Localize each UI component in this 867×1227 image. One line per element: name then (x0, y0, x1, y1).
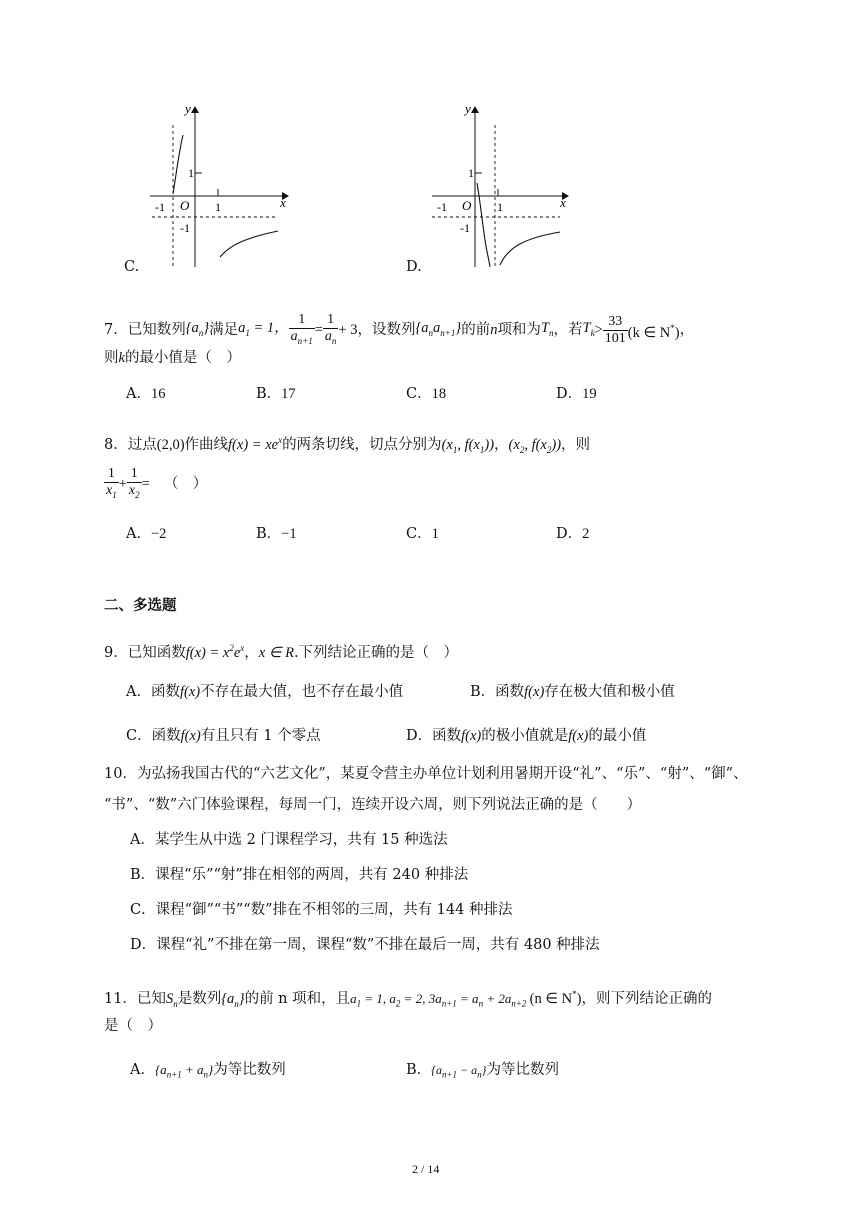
question-10-line2: “书”、“数”六门体验课程，每周一门，连续开设六周，则下列说法正确的是（ ） (104, 797, 642, 813)
question-8-line1 (104, 430, 590, 460)
q9-option-d[interactable]: D．函数f(x)的极小值就是f(x)的最小值 (406, 728, 647, 744)
q7-question: 的最小值是（ ） (124, 350, 241, 366)
x-one-label: 1 (215, 200, 221, 214)
q10-option-a[interactable]: A．某学生从中选 2 门课程学习，共有 15 种选法 (130, 832, 448, 848)
q8-sep: ， (494, 436, 509, 453)
q7-text4: 项和为 (497, 322, 541, 339)
q11-Sn: $S_n$ (165, 990, 178, 1009)
q9-comma: ， (244, 644, 259, 661)
graph-c (140, 95, 300, 279)
q7-satisfy: 满足 (209, 322, 239, 339)
q7-option-a[interactable]: A．16 (126, 386, 166, 402)
q11-prefix: 11．已知 (104, 990, 166, 1007)
q8-option-a[interactable]: A．−2 (126, 526, 167, 542)
q7-option-c[interactable]: C．18 (406, 386, 447, 402)
q8-text-c: 的两条切线，切点分别为 (282, 436, 442, 453)
question-9 (104, 638, 458, 663)
q7-then: 则 (104, 350, 119, 366)
q7-k: k (118, 350, 125, 366)
q8-paren: （ ） (163, 476, 208, 493)
question-10-line1: 10．为弘扬我国古代的“六艺文化”，某夏令营主办单位计划利用暑期开设“礼”、“乐”、“射”、“御”、 (104, 766, 748, 782)
q9-func: $f(x) = x^2e^x$ (185, 643, 245, 661)
y-neg-one-label: -1 (180, 221, 190, 235)
origin-label: O (180, 198, 190, 213)
q10-option-d[interactable]: D．课程“礼”不排在第一周，课程“数”不排在最后一周，共有 480 种排法 (130, 937, 600, 953)
q11-cond-tail: (n ∈ N*) (529, 989, 582, 1007)
q7-recur-lhs: $\frac{1}{a_{n+1}}$ (290, 312, 313, 346)
q7-prefix: 7．已知数列 (104, 322, 186, 339)
q8-point: (2,0) (156, 436, 185, 453)
option-c-label: C. (124, 259, 140, 275)
q7-plus3: + 3 (338, 322, 358, 339)
q11-option-a[interactable]: A．$\{a_{n+1} + a_n\}$为等比数列 (130, 1062, 286, 1080)
x-neg-one-label: -1 (155, 200, 165, 214)
q11-text-d: ，则下列结论正确的 (581, 990, 712, 1007)
x-neg-one-label: -1 (437, 200, 447, 214)
q7-text2: ，设数列 (357, 322, 416, 339)
y-neg-one-label: -1 (460, 221, 470, 235)
y-one-label: 1 (468, 166, 474, 180)
q7-option-d[interactable]: D．19 (556, 386, 597, 402)
q8-p2: ($x_2$, $f(x_2)$) (508, 436, 562, 455)
curve-right (500, 232, 560, 265)
q7-Tk: $T_k$ (582, 319, 595, 338)
q7-eq: = (314, 322, 323, 339)
y-label: y (465, 101, 471, 116)
q7-text3: 的前 (461, 322, 491, 339)
section-heading: 二、多选题 (104, 597, 177, 614)
q7-comma: ， (679, 322, 695, 339)
question-7-line1 (104, 312, 694, 349)
q8-frac1: $\frac{1}{x_1}$ (106, 466, 117, 500)
y-label: y (185, 101, 191, 116)
x-label: x (280, 195, 286, 210)
q9-option-a[interactable]: A．函数f(x)不存在最大值，也不存在最小值 (126, 684, 404, 700)
question-11-line1 (104, 984, 712, 1014)
q8-text-b: 作曲线 (184, 436, 229, 453)
q7-seq: $\{a_n\}$ (185, 319, 210, 338)
graph-d (420, 95, 580, 279)
q8-frac2: $\frac{1}{x_2}$ (128, 466, 140, 500)
q7-option-b[interactable]: B．17 (256, 386, 296, 402)
q8-option-b[interactable]: B．−1 (256, 526, 297, 542)
question-11-line2: 是（ ） (104, 1018, 162, 1034)
q7-recur-rhs: $\frac{1}{a_n}$ (324, 312, 337, 346)
q7-threshold: $\frac{33}{101}$ (604, 313, 626, 346)
x-label: x (560, 195, 566, 210)
q7-n: n (490, 322, 498, 339)
page-number: 2 / 14 (412, 1162, 440, 1176)
q11-option-b[interactable]: B．$\{a_{n+1} - a_n\}$为等比数列 (406, 1062, 559, 1080)
q11-cond: $a_1 = 1$, $a_2 = 2$, $3a_{n+1} = a_n + 2a_{n+2}$ (350, 990, 527, 1009)
q10-option-b[interactable]: B．课程“乐”“射”排在相邻的两周，共有 240 种排法 (130, 867, 469, 883)
q8-plus: + (118, 476, 127, 493)
question-8-line2 (104, 466, 207, 503)
q11-text-c: 的前 n 项和，且 (244, 990, 351, 1007)
q9-question: .下列结论正确的是（ ） (293, 644, 459, 661)
q7-a1: $a_1 = 1$， (238, 319, 289, 338)
q7-Tn: $T_n$ (540, 319, 554, 338)
q11-text-b: 是数列 (177, 990, 222, 1007)
q8-text-d: ，则 (561, 436, 591, 453)
option-d-label: D. (406, 259, 422, 275)
q8-option-d[interactable]: D．2 (556, 526, 590, 542)
q7-text5: ，若 (553, 322, 583, 339)
q8-p1: ($x_1$, $f(x_1)$) (441, 436, 495, 455)
q7-seq2: $\{a_na_{n+1}\}$ (415, 319, 462, 338)
q7-condition: (k ∈ N*) (627, 322, 680, 341)
graph-c-svg (140, 95, 300, 275)
y-one-label: 1 (188, 166, 194, 180)
q8-func: $f(x) = xe^x$ (228, 435, 283, 453)
curve-left (173, 135, 183, 194)
curve-right (220, 231, 278, 257)
q8-eq: = (141, 476, 150, 493)
q11-seq: $\{a_n\}$ (221, 990, 245, 1009)
q7-gt: > (594, 322, 603, 339)
q10-option-c[interactable]: C．课程“御”“书”“数”排在不相邻的三周，共有 144 种排法 (130, 902, 513, 918)
origin-label: O (462, 198, 472, 213)
question-7-line2 (104, 348, 241, 368)
q9-prefix: 9．已知函数 (104, 644, 186, 661)
q8-prefix: 8．过点 (104, 436, 157, 453)
q8-option-c[interactable]: C．1 (406, 526, 439, 542)
q9-option-c[interactable]: C．函数f(x)有且只有 1 个零点 (126, 728, 321, 744)
q9-option-b[interactable]: B．函数f(x)存在极大值和极小值 (470, 684, 675, 700)
graph-d-svg (420, 95, 580, 275)
q9-domain: x ∈ R (258, 644, 294, 661)
x-one-label: 1 (497, 200, 503, 214)
